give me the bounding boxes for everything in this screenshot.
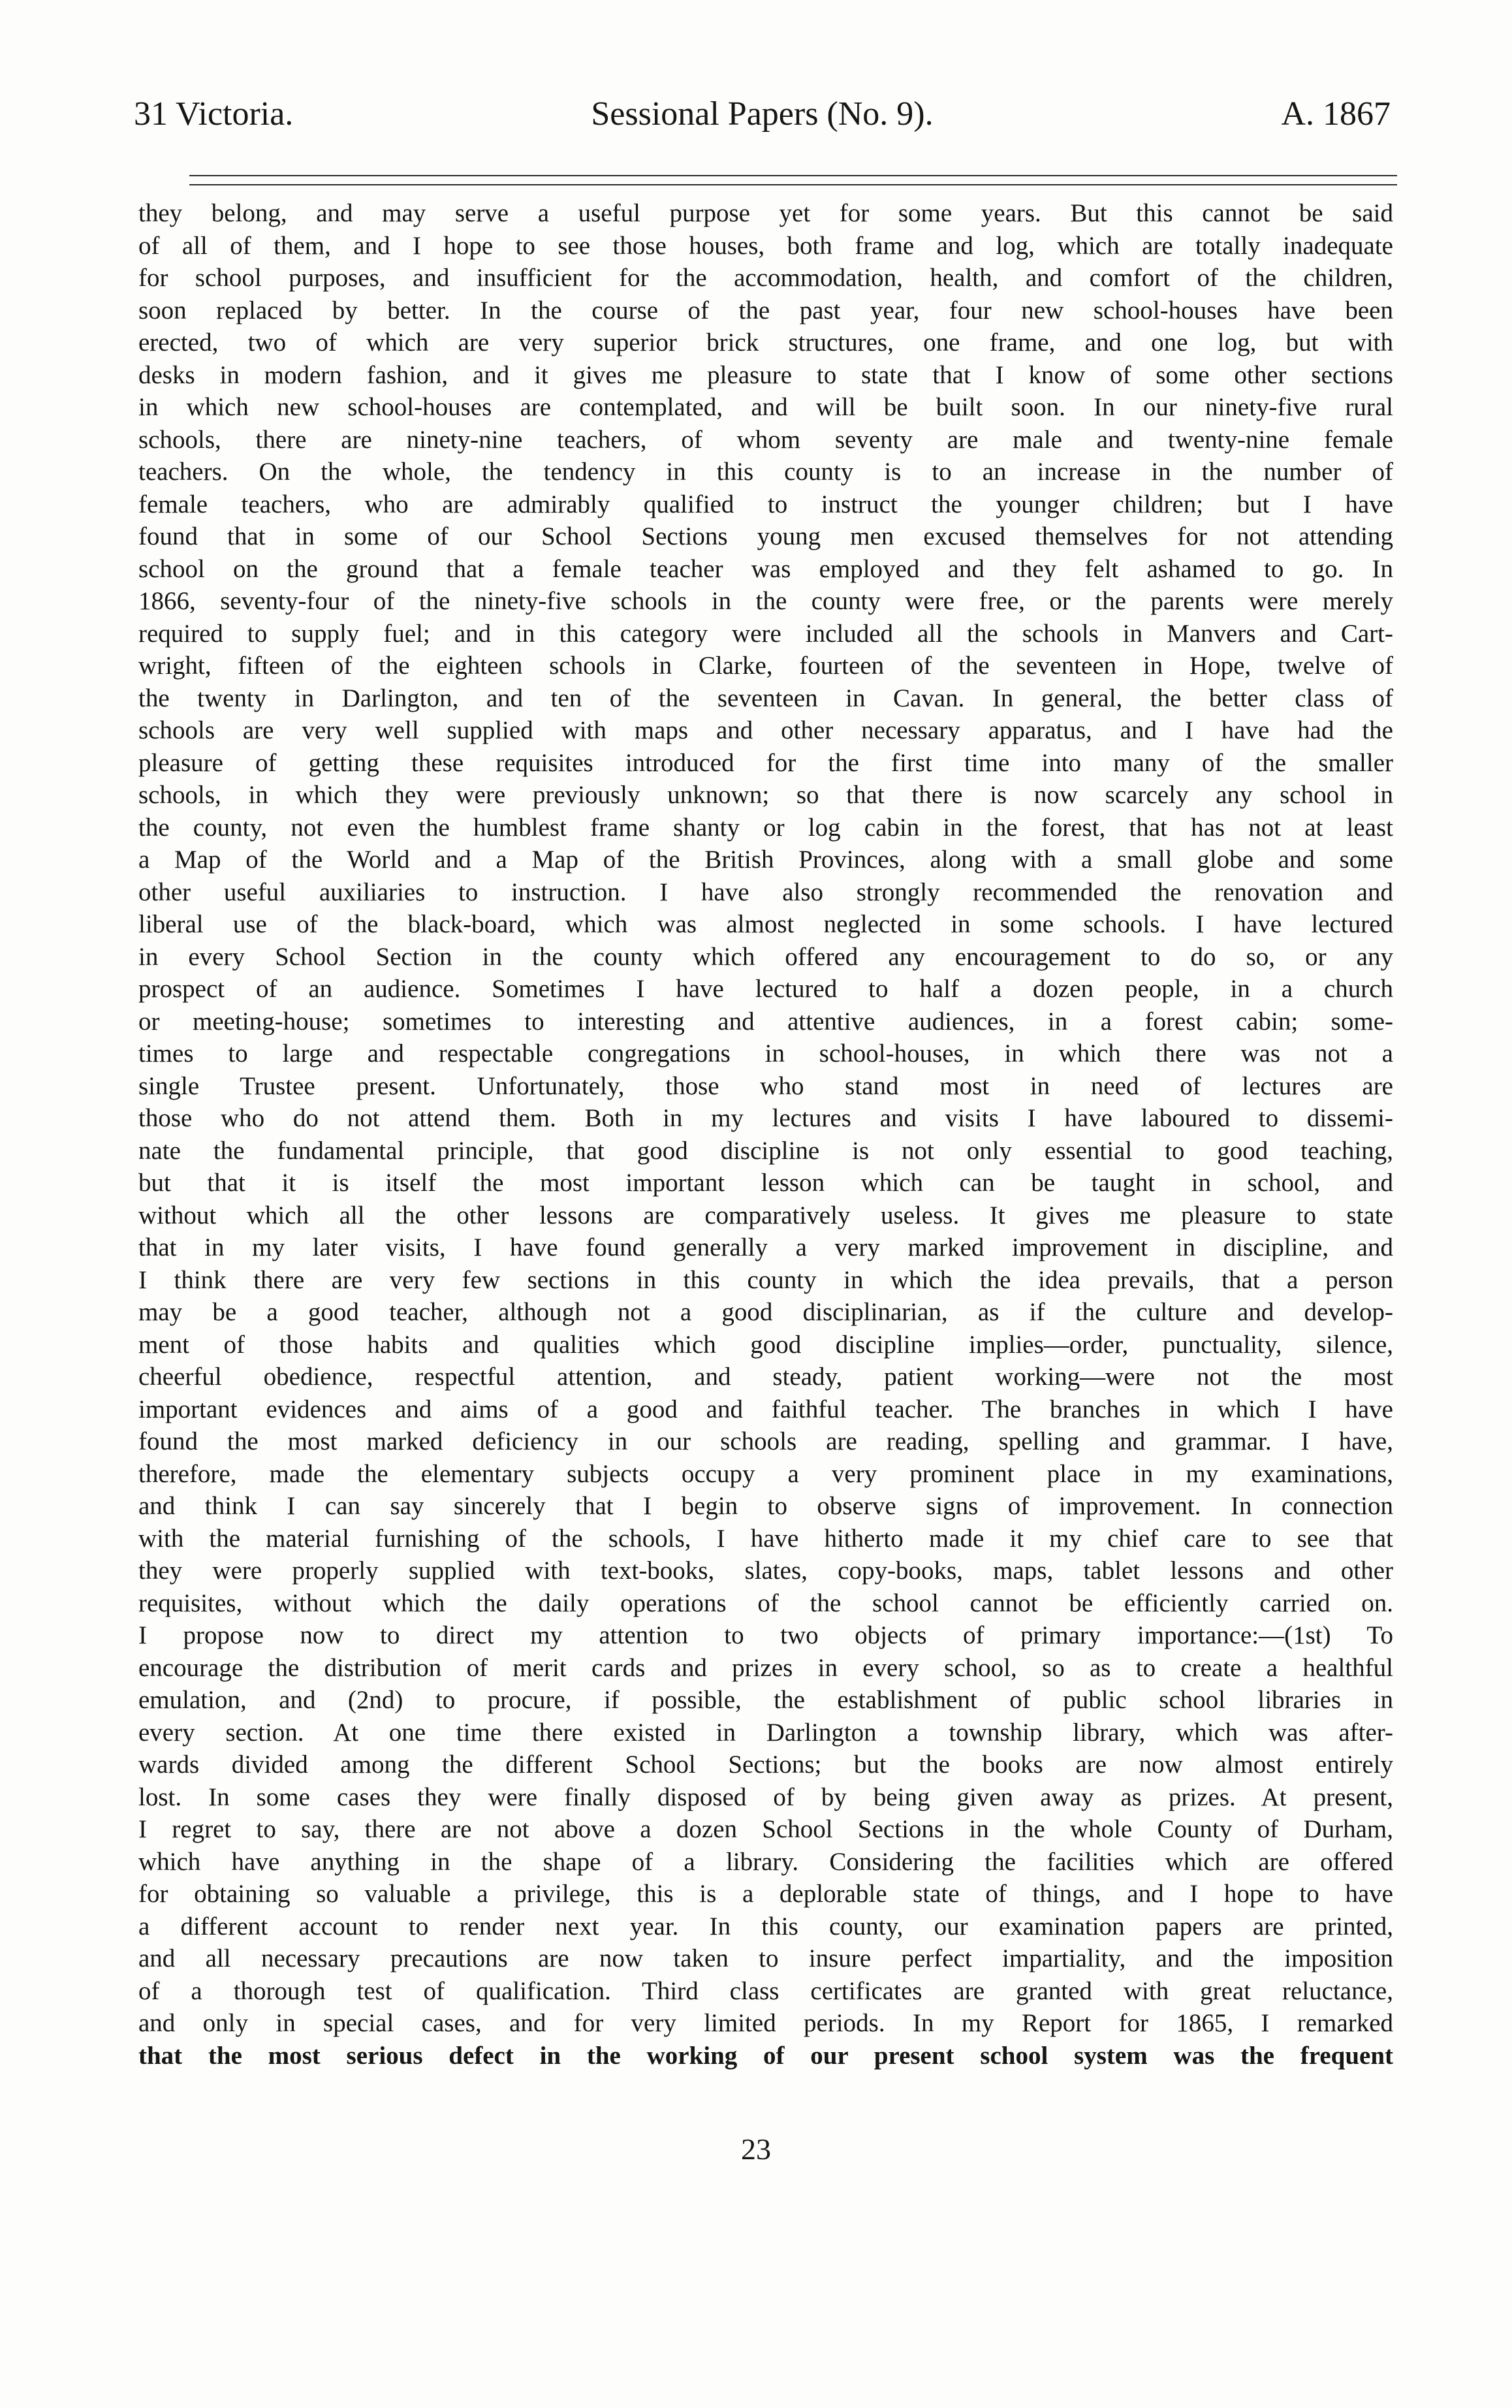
text-line: which have anything in the shape of a library. Considering the facilities which are offered bbox=[138, 1847, 1393, 1876]
text-line: and all necessary precautions are now taken to insure perfect impartiality, and the imposition bbox=[138, 1944, 1393, 1972]
text-line: soon replaced by better. In the course of the past year, four new school-houses have been bbox=[138, 296, 1393, 325]
text-line: the county, not even the humblest frame shanty or log cabin in the forest, that has not at least bbox=[138, 813, 1393, 842]
text-line: female teachers, who are admirably qualified to instruct the younger children; but I have bbox=[138, 490, 1393, 518]
text-line: they belong, and may serve a useful purpose yet for some years. But this cannot be said bbox=[138, 199, 1393, 227]
header-year: A. 1867 bbox=[1281, 95, 1391, 133]
text-line: those who do not attend them. Both in my lectures and visits I have laboured to dissemi- bbox=[138, 1104, 1393, 1132]
text-line: and only in special cases, and for very limited periods. In my Report for 1865, I remarked bbox=[138, 2009, 1393, 2037]
text-line: of a thorough test of qualification. Third class certificates are granted with great reluctance, bbox=[138, 1976, 1393, 2005]
text-line: prospect of an audience. Sometimes I have lectured to half a dozen people, in a church bbox=[138, 975, 1393, 1003]
header-rule-bottom bbox=[189, 184, 1397, 185]
body-paragraph bbox=[138, 197, 1393, 2072]
text-line: the twenty in Darlington, and ten of the seventeen in Cavan. In general, the better class of bbox=[138, 684, 1393, 712]
text-line: nate the fundamental principle, that good discipline is not only essential to good teaching, bbox=[138, 1136, 1393, 1165]
text-line: without which all the other lessons are comparatively useless. It gives me pleasure to state bbox=[138, 1201, 1393, 1229]
text-line: found that in some of our School Sections young men excused themselves for not attending bbox=[138, 522, 1393, 550]
text-line: therefore, made the elementary subjects occupy a very prominent place in my examinations, bbox=[138, 1459, 1393, 1488]
text-line: wards divided among the different School Sections; but the books are now almost entirely bbox=[138, 1751, 1393, 1779]
text-line: in which new school-houses are contemplated, and will be built soon. In our ninety-five rural bbox=[138, 393, 1393, 421]
text-line: single Trustee present. Unfortunately, those who stand most in need of lectures are bbox=[138, 1071, 1393, 1100]
text-line: erected, two of which are very superior brick structures, one frame, and one log, but with bbox=[138, 328, 1393, 356]
text-line: 1866, seventy-four of the ninety-five schools in the county were free, or the parents were merely bbox=[138, 587, 1393, 615]
text-line: they were properly supplied with text-books, slates, copy-books, maps, tablet lessons and other bbox=[138, 1557, 1393, 1585]
text-line: cheerful obedience, respectful attention, and steady, patient working—were not the most bbox=[138, 1363, 1393, 1391]
text-line: required to supply fuel; and in this category were included all the schools in Manvers and Cart- bbox=[138, 619, 1393, 648]
text-line: but that it is itself the most important lesson which can be taught in school, and bbox=[138, 1169, 1393, 1197]
text-line: found the most marked deficiency in our schools are reading, spelling and grammar. I have, bbox=[138, 1427, 1393, 1455]
text-line: encourage the distribution of merit cards and prizes in every school, so as to create a healthful bbox=[138, 1653, 1393, 1682]
text-line: and think I can say sincerely that I begin to observe signs of improvement. In connection bbox=[138, 1492, 1393, 1520]
text-line: wright, fifteen of the eighteen schools in Clarke, fourteen of the seventeen in Hope, twelve of bbox=[138, 652, 1393, 680]
text-line: emulation, and (2nd) to procure, if possible, the establishment of public school libraries in bbox=[138, 1686, 1393, 1714]
text-line: of all of them, and I hope to see those houses, both frame and log, which are totally inadequate bbox=[138, 231, 1393, 260]
text-line: other useful auxiliaries to instruction. I have also strongly recommended the renovation and bbox=[138, 878, 1393, 906]
text-line: every section. At one time there existed in Darlington a township library, which was after- bbox=[138, 1718, 1393, 1747]
text-line: that in my later visits, I have found generally a very marked improvement in discipline, and bbox=[138, 1233, 1393, 1261]
text-line: pleasure of getting these requisites introduced for the first time into many of the smaller bbox=[138, 748, 1393, 777]
text-line: requisites, without which the daily operations of the school cannot be efficiently carried on. bbox=[138, 1589, 1393, 1617]
text-line: times to large and respectable congregations in school-houses, in which there was not a bbox=[138, 1039, 1393, 1068]
text-line: important evidences and aims of a good and faithful teacher. The branches in which I have bbox=[138, 1395, 1393, 1423]
text-line: I think there are very few sections in this county in which the idea prevails, that a person bbox=[138, 1265, 1393, 1294]
text-line: schools, there are ninety-nine teachers, of whom seventy are male and twenty-nine female bbox=[138, 425, 1393, 454]
text-line: schools, in which they were previously unknown; so that there is now scarcely any school in bbox=[138, 781, 1393, 809]
text-line: a Map of the World and a Map of the British Provinces, along with a small globe and some bbox=[138, 846, 1393, 874]
running-header bbox=[134, 88, 1391, 140]
header-rule-top bbox=[189, 175, 1397, 176]
header-session: 31 Victoria. bbox=[134, 95, 294, 133]
text-line: for school purposes, and insufficient for the accommodation, health, and comfort of the children, bbox=[138, 264, 1393, 292]
text-line: teachers. On the whole, the tendency in this county is to an increase in the number of bbox=[138, 458, 1393, 486]
text-line: with the material furnishing of the schools, I have hitherto made it my chief care to see that bbox=[138, 1524, 1393, 1553]
text-line: that the most serious defect in the working of our present school system was the frequent bbox=[138, 2041, 1393, 2070]
text-line: may be a good teacher, although not a good disciplinarian, as if the culture and develop- bbox=[138, 1298, 1393, 1326]
text-line: schools are very well supplied with maps and other necessary apparatus, and I have had the bbox=[138, 716, 1393, 744]
text-line: lost. In some cases they were finally disposed of by being given away as prizes. At present, bbox=[138, 1782, 1393, 1811]
text-line: desks in modern fashion, and it gives me pleasure to state that I know of some other sections bbox=[138, 360, 1393, 389]
text-line: I regret to say, there are not above a dozen School Sections in the whole County of Durham, bbox=[138, 1815, 1393, 1843]
text-line: ment of those habits and qualities which good discipline implies—order, punctuality, silence, bbox=[138, 1330, 1393, 1359]
text-line: I propose now to direct my attention to two objects of primary importance:—(1st) To bbox=[138, 1621, 1393, 1649]
text-line: for obtaining so valuable a privilege, this is a deplorable state of things, and I hope to have bbox=[138, 1880, 1393, 1908]
text-line: or meeting-house; sometimes to interesting and attentive audiences, in a forest cabin; some- bbox=[138, 1007, 1393, 1036]
header-series-title: Sessional Papers (No. 9). bbox=[591, 95, 934, 133]
text-line: in every School Section in the county which offered any encouragement to do so, or any bbox=[138, 942, 1393, 971]
text-line: school on the ground that a female teacher was employed and they felt ashamed to go. In bbox=[138, 554, 1393, 583]
text-line: liberal use of the black-board, which was almost neglected in some schools. I have lectured bbox=[138, 910, 1393, 938]
page-number: 23 bbox=[741, 2132, 771, 2166]
text-line: a different account to render next year. In this county, our examination papers are printed, bbox=[138, 1912, 1393, 1941]
